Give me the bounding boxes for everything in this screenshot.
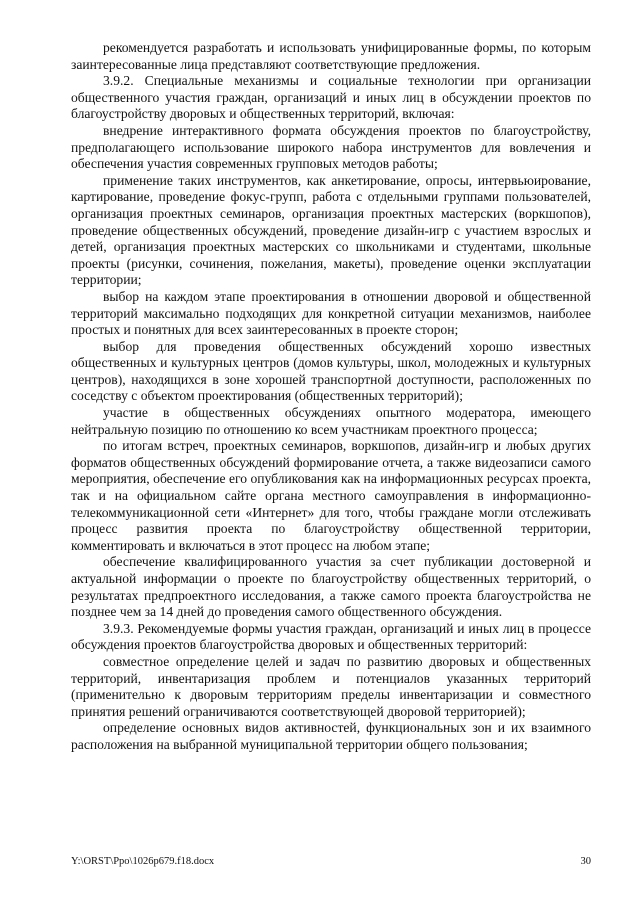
footer-file-path: Y:\ORST\Ppo\1026p679.f18.docx <box>71 856 215 867</box>
paragraph: 3.9.2. Специальные механизмы и социальные технологии при организации общественного участия граждан, организаций и иных лиц в обсуждении проектов по благоустройству дворовых и общественных территорий, включая: <box>71 73 591 122</box>
paragraph: рекомендуется разработать и использовать унифицированные формы, по которым заинтересованные лица представляют соответствующие предложения. <box>71 40 591 72</box>
paragraph: 3.9.3. Рекомендуемые формы участия граждан, организаций и иных лиц в процессе обсуждения проектов благоустройства дворовых и общественных территорий: <box>71 620 591 653</box>
page-footer <box>71 856 591 868</box>
paragraph: выбор на каждом этапе проектирования в отношении дворовой и общественной территорий максимально подходящих для конкретной ситуации механизмов, наиболее простых и понятных для всех заинтересованных в проекте сторон; <box>71 288 591 338</box>
paragraph: внедрение интерактивного формата обсуждения проектов по благоустройству, предполагающего использование широкого набора инструментов для вовлечения и обеспечения участия современных групповых методов работы; <box>71 122 591 172</box>
paragraph: обеспечение квалифицированного участия за счет публикации достоверной и актуальной информации о проекте по благоустройству общественных территорий, о результатах предпроектного исследования, а также самого проекта благоустройства не позднее чем за 14 дней до проведения самого общественного обсуждения. <box>71 554 591 620</box>
paragraph: по итогам встреч, проектных семинаров, воркшопов, дизайн-игр и любых других форматов общественных обсуждений формирование отчета, а также видеозаписи самого мероприятия, обеспечение его опубликования как на информационных ресурсах проекта, так и на официальном сайте органа местного самоуправления в информационно-телекоммуникационной сети «Интернет» для того, чтобы граждане могли отслеживать процесс развития проекта по благоустройству общественной территории, комментировать и включаться в этот процесс на любом этапе; <box>71 438 591 553</box>
paragraph: определение основных видов активностей, функциональных зон и их взаимного расположения на выбранной муниципальной территории общего пользования; <box>71 720 591 752</box>
paragraph: выбор для проведения общественных обсуждений хорошо известных общественных и культурных центров (домов культуры, школ, молодежных и культурных центров), находящихся в зоне хорошей транспортной доступности, расположенных по соседству с объектом проектирования (общественных территорий); <box>71 338 591 404</box>
paragraph: участие в общественных обсуждениях опытного модератора, имеющего нейтральную позицию по отношению ко всем участникам проектного процесса; <box>71 405 591 437</box>
paragraph: совместное определение целей и задач по развитию дворовых и общественных территорий, инвентаризация проблем и потенциалов указанных территорий (применительно к дворовым территориям пределы инвентаризации и совместного принятия решений ограничиваются соответствующей дворовой территорией); <box>71 653 591 719</box>
page-number: 30 <box>580 856 591 867</box>
body-text <box>71 40 591 754</box>
paragraph: применение таких инструментов, как анкетирование, опросы, интервьюирование, картирование, проведение фокус-групп, работа с отдельными группами пользователей, организация проектных семинаров, организация проектных мастерских (воркшопов), проведение общественных обсуждений, проведение дизайн-игр с участием взрослых и детей, организация проектных мастерских со школьниками и студентами, школьные проекты (рисунки, сочинения, пожелания, макеты), проведение оценки эксплуатации территории; <box>71 172 591 288</box>
